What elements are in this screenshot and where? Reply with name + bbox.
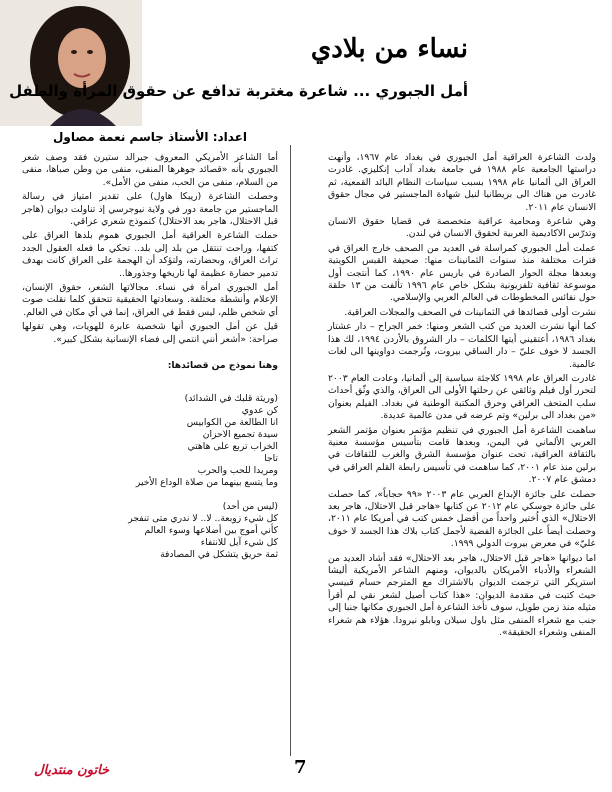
poem-line: الخراب تربع على هاهتي xyxy=(187,440,278,452)
poem-line: كل شيء زوبعة.. لا.. لا ندري متى تنفجر xyxy=(128,512,278,524)
paragraph: ساهمت الشاعرة أمل الجبوري في تنظيم مؤتمر بعنوان مؤتمر الشعر العربي الألماني في اليمن، وبعدها قامت بتأسيس مؤسسة معنية بالثقافة العراقية، تحت عنوان مؤسسة الشرق والغرب للثقافات في برلين منذ عام ٢٠٠١، كما ساهمت في تأسيس رابطة القلم العراقي في دمشق عام ٢٠٠٧. xyxy=(328,424,596,486)
paragraph: وهي شاعرة ومحامية عراقية متخصصة في قضايا حقوق الانسان وتدرّس الاكاديمية العربية لحقوق الانسان في لندن. xyxy=(328,216,596,240)
portrait-image xyxy=(0,0,142,126)
author-portrait-photo xyxy=(0,0,142,126)
paragraph: اما ديوانها «هاجر قبل الاحتلال، هاجر بعد الاحتلال» فقد أشاد العديد من الشعراء والأدباء الأمريكان بالديوان، ومنهم الشاعر الأمريكية أليشا استريكر التي ترجمت الديوان بالاشتراك مع المترجم حسام قبيسي حيث كتبت في مقدمة الديوان: «هذا كتاب أصيل لشعر نقي لم أقرأ مثيله منذ زمن طويل، سوف تأخذ الشاعرة أمل الجبوري مكانها جنبا إلى جنب مع شعراء المنفى مثل باول سيلان وبابلو نيرودا. هؤلاء هم شعراء المنفى وشعراء الحقيقة». xyxy=(328,552,596,639)
article-headline: أمل الجبوري ... شاعرة مغتربة تدافع عن حقوق المرأة والطفل xyxy=(9,82,468,100)
magazine-logo: خاتون منتدیال xyxy=(34,763,110,778)
poem-line: (ليس من أحد) xyxy=(222,500,278,512)
poem-line: وما يتسع بينهما من صلاة الوداع الأخير xyxy=(135,476,278,488)
paragraph: غادرت العراق عام ١٩٩٨ كلاجئة سياسية إلى ألمانيا، وعادت العام ٢٠٠٣ لتحرر أول فيلم وثائقي عن رحلتها الأولى الى العراق، والذي وثّق أحداث سلب المتحف العراقي وحرق المكتبة الوطنية في بغداد. الفيلم بعنوان «من بغداد الى برلين» وتم عرضه في مدن عالمية عديدة. xyxy=(328,372,596,422)
paragraph: نشرت أولى قصائدها في الثمانينات في الصحف والمجلات العراقية. xyxy=(344,306,596,318)
poem-line: سيدة تجميع الاحزان xyxy=(202,428,278,440)
left-column xyxy=(22,152,278,563)
paragraph: قيل عن أمل الجبوري أنها شخصية عابرة للهويات، وهي تقولها صراحة: «أشعر أنني انتمي إلى فضاء الإنسانية بشكل كبير». xyxy=(22,321,278,345)
paragraph: أمل الجبوري امرأة في نساء. مجالاتها الشعر، حقوق الإنسان، الإعلام وأنشطة مختلفة. وسعادتها الحقيقية تتحقق كلما نقلت صوت أي شخص ظلم، ليس فقط في العراق، إنما في أي مكان في العالم. xyxy=(22,282,278,318)
poem-heading: وهنا نموذج من قصائدها: xyxy=(167,360,278,372)
paragraph: حملت الشاعرة العراقية أمل الجبوري هموم بلدها العراق على كتفها، وراحت تنتقل من بلد إلى بلد.. تحكي ما فعله العقول الجدد تراث العراق، وبحضارته، ولتؤكد أن الهجمة على العراق كانت بهدف تدمير حضارة عظيمة لها تاريخها وجذورها.. xyxy=(22,230,278,279)
poem-body xyxy=(22,393,278,561)
poem-line: كأني أموج بين أضلاعها وسوء العالم xyxy=(144,524,278,536)
column-divider xyxy=(290,145,291,756)
poem-line: انا الطالعة من الكوابيس xyxy=(186,416,278,428)
paragraph: كما أنها نشرت العديد من كتب الشعر ومنها: خمر الجراح – دار عشتار بغداد ١٩٨٦، أعتقيني أيتها الكلمات – دار الشروق بالأردن ١٩٩٤، لك هذا الجسد لا خوف عليّ – دار الساقي بيروت، وتُرجمت دواوينها الى لغات عالمية. xyxy=(328,321,596,370)
poem-line: (وريثة قلبك في الشدائد) xyxy=(184,392,278,404)
poem-line: كل شيء آيل للانتفاء xyxy=(200,536,278,548)
section-title: نساء من بلادي xyxy=(310,34,468,64)
right-column xyxy=(328,152,596,641)
poem-line xyxy=(22,489,278,501)
poem-line: تاجا xyxy=(264,452,278,464)
paragraph: ولدت الشاعرة العراقية أمل الجبوري في بغداد عام ١٩٦٧، وأنهت دراستها الجامعية عام ١٩٨٨ في جامعة بغداد آداب إنكليزي. غادرت العراق الى ألمانيا عام ١٩٩٨ بسبب سياسات النظام البائد القمعية، ثم غادرت من هناك الى بريطانيا لنيل شهادة الماجستير في مجال حقوق الانسان عام ٢٠١١. xyxy=(328,152,597,213)
paragraph: عملت أمل الجبوري كمراسلة في العديد من الصحف خارج العراق في فترات مختلفة منذ سنوات الثمانينات منها: صحيفة القبس الكويتية وبعدها مجلة الحوار الصادرة في باريس عام ١٩٩٠، كما أنتجت أول موسوعة ثقافية تلفزيونية بشكل خاص عام ١٩٩٦ تألفت من ١٣ حلقة حول نفائس المخطوطات في العالم العربي والإسلامي. xyxy=(328,242,597,304)
page-number: 7 xyxy=(294,757,307,778)
paragraph: أما الشاعر الأمريكي المعروف جيرالد ستيرن فقد وصف شعر الجبوري بأنه «قصائد جوهرها المنفى، منفى من وطن صباها، منفى من السلام، منفى من الحب، منفى من الأمل». xyxy=(22,152,278,188)
author-credit: اعداد: الأستاذ جاسم نعمة مصاول xyxy=(52,130,248,144)
poem-line: كن عدوي xyxy=(241,404,278,416)
poem-line: ومريدا للحب والحرب xyxy=(197,464,278,476)
poem-line: ثمة حريق يتشكل في المصادفة xyxy=(160,548,278,560)
paragraph: وحصلت الشاعرة (ريبكا هاول) على تقدير امتياز في رسالة الماجستير من جامعة دور في ولاية نيوجرسي إذ تناولت ديوان (هاجر قبل الاحتلال، هاجر بعد الاحتلال) كنموذج شعري عراقي. xyxy=(22,191,278,228)
paragraph: حصلت على جائزة الإبداع العربي عام ٢٠٠٣ «٩٩ حجاباً»، كما حصلت على جائزة جوسكي عام ٢٠١٢ عن كتابها «هاجر قبل الاحتلال، هاجر بعد الاحتلال» الذي اُختير واحداً من أفضل خمس كتب في أمريكا عام ٢٠١١، وحصلت أيضاً على الجائزة الفضية لأجمل كتاب بلاك هذا الجسد لا خوف عليّ» في معرض بيروت الدولي ١٩٩٩. xyxy=(328,488,597,550)
